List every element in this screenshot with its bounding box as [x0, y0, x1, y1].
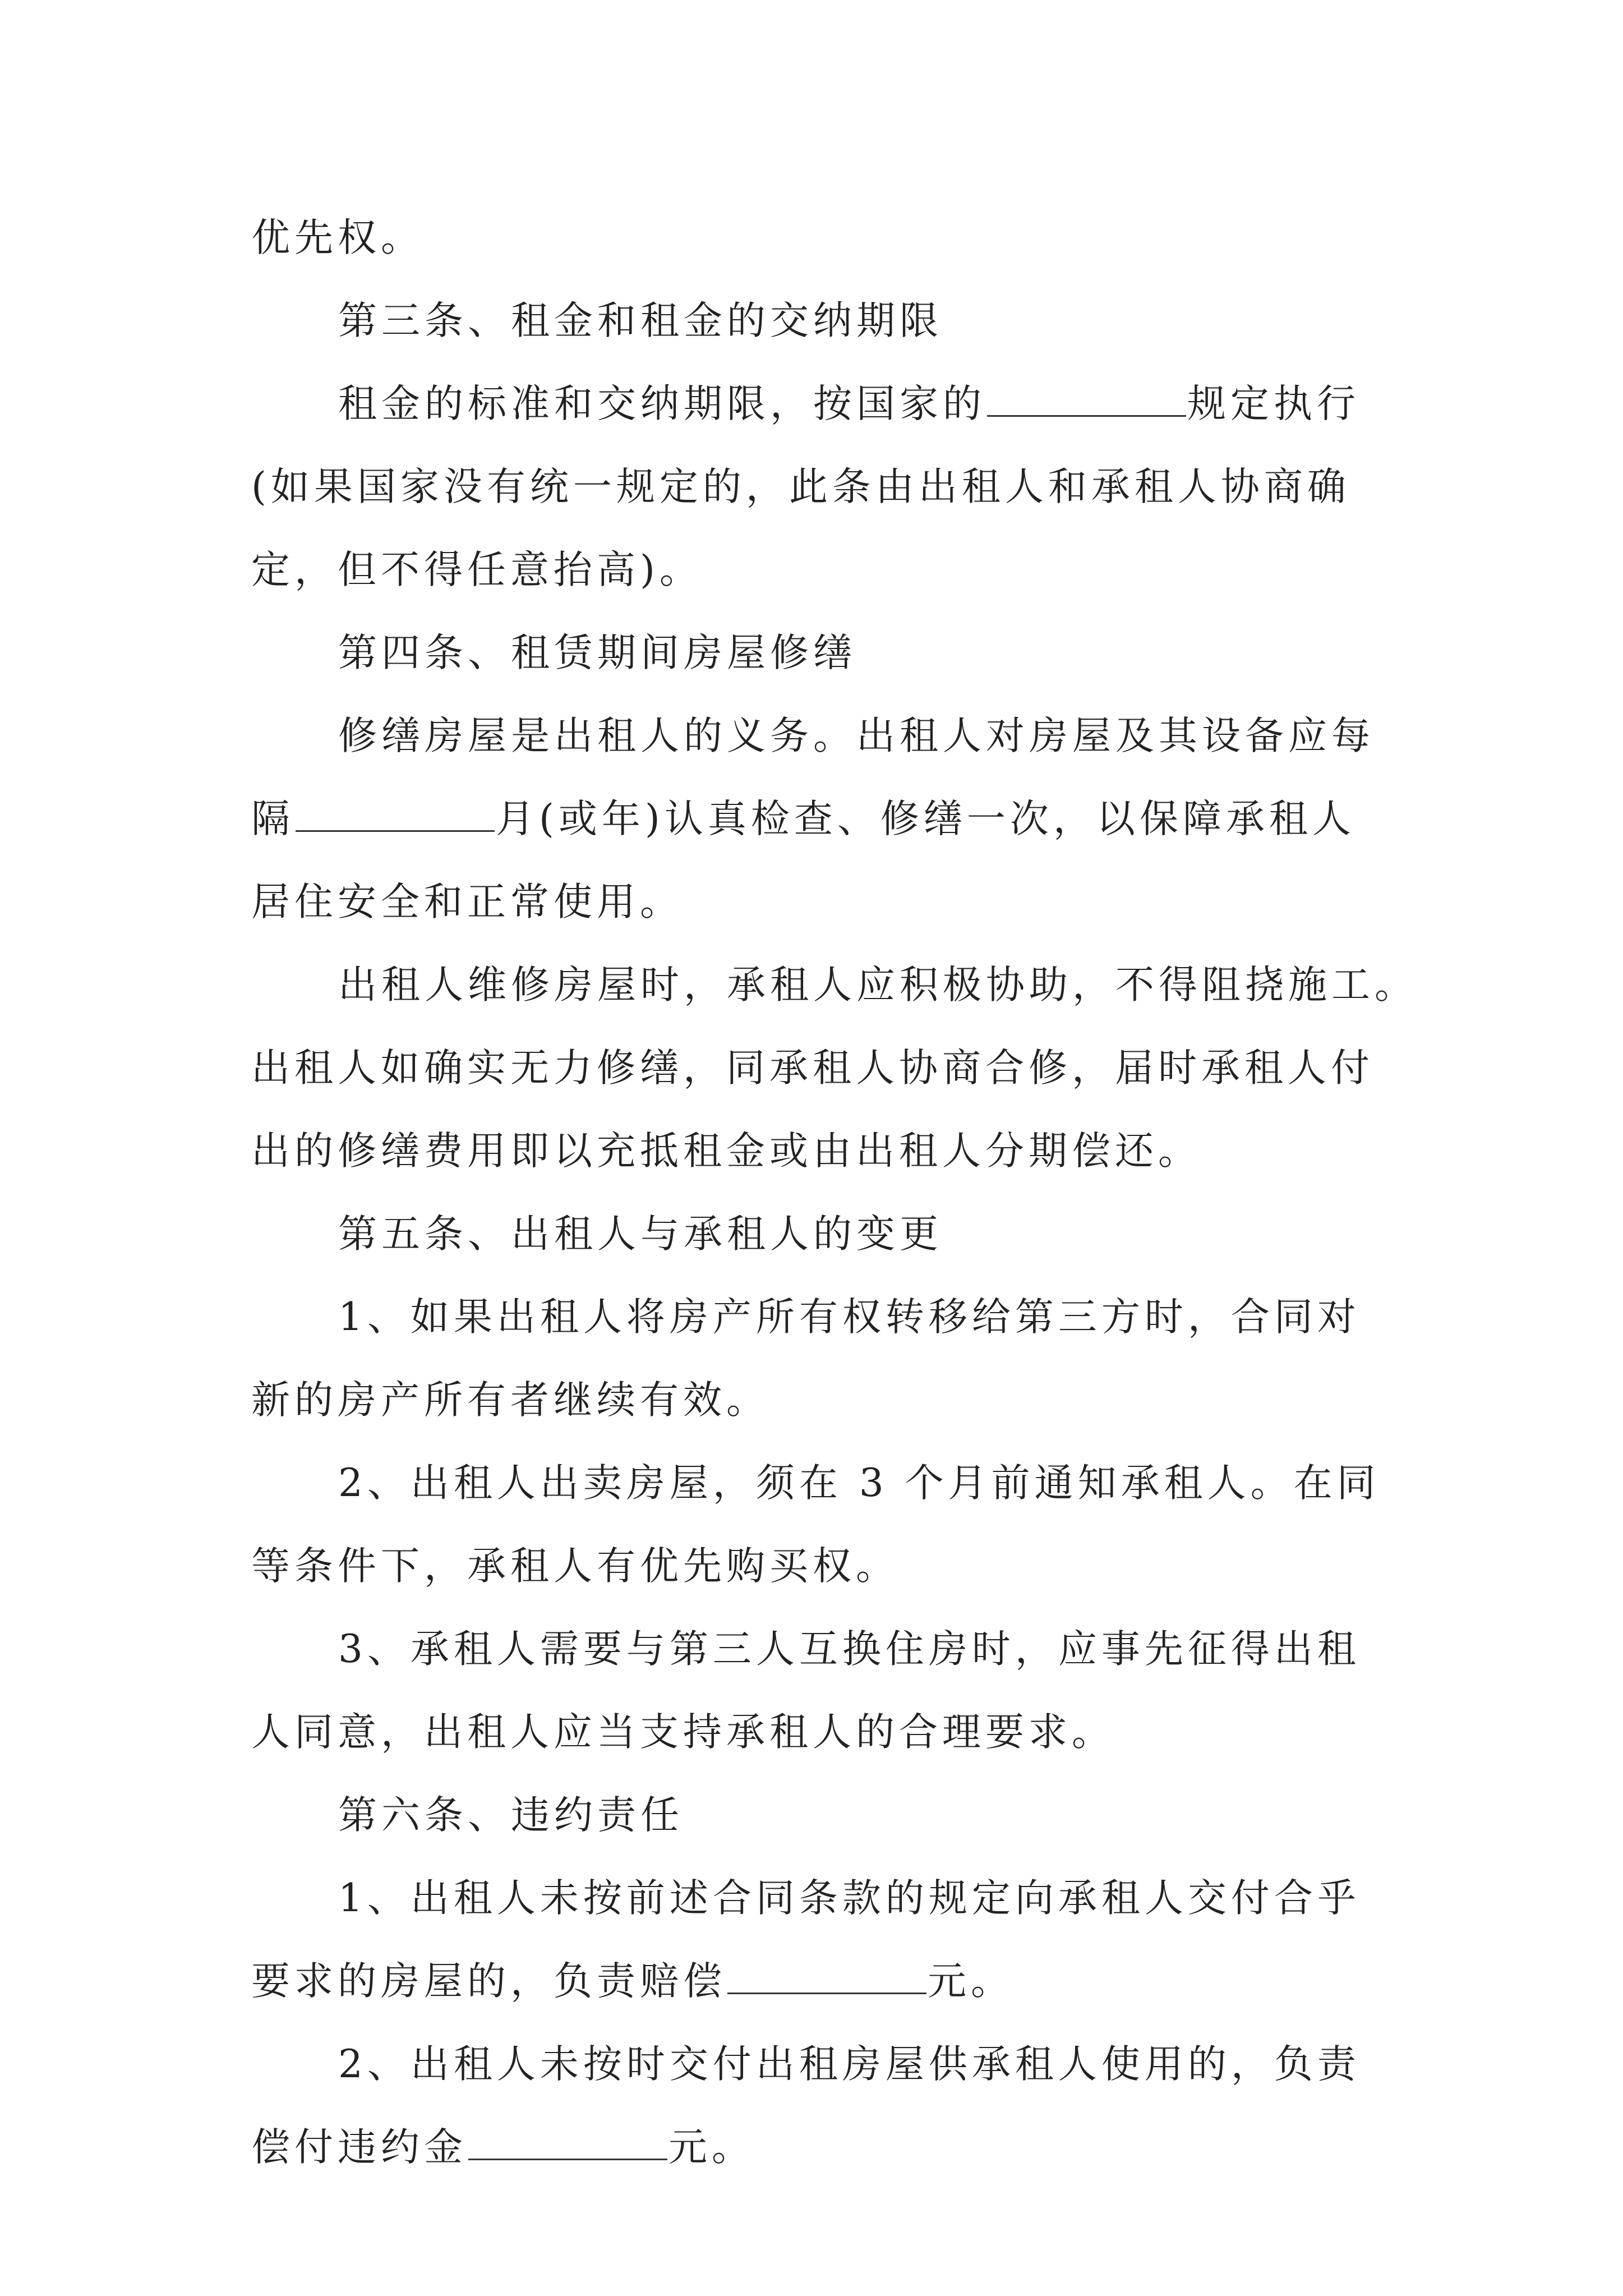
text-segment: 元。	[928, 1959, 1014, 2004]
text-line: 等条件下，承租人有优先购买权。	[251, 1544, 899, 1589]
text-line: 新的房产所有者继续有效。	[251, 1378, 769, 1423]
text-line: 人同意，出租人应当支持承租人的合理要求。	[251, 1710, 1115, 1755]
text-line: 2、出租人出卖房屋，须在 3 个月前通知承租人。在同	[338, 1461, 1380, 1506]
text-line-with-blank	[251, 1940, 1378, 2023]
text-segment: 月(或年)认真检查、修缮一次，以保障承租人	[496, 797, 1355, 841]
fill-in-blank	[727, 1958, 926, 1994]
text-segment: 规定执行	[1187, 381, 1360, 426]
fill-in-blank	[296, 795, 495, 832]
text-segment: 元。	[668, 2125, 755, 2170]
document-body	[251, 196, 1418, 2189]
text-segment: 要求的房屋的，负责赔偿	[251, 1959, 726, 2004]
text-line: 出的修缮费用即以充抵租金或由出租人分期偿还。	[251, 1129, 1201, 1174]
text-line: 出租人如确实无力修缮，同承租人协商合修，届时承租人付	[251, 1046, 1374, 1091]
text-line: 出租人维修房屋时，承租人应积极协助，不得阻挠施工。	[338, 963, 1418, 1007]
section-heading-3: 第三条、租金和租金的交纳期限	[338, 298, 943, 343]
text-line: 修缮房屋是出租人的义务。出租人对房屋及其设备应每	[338, 714, 1375, 758]
text-segment: 隔	[251, 797, 294, 841]
text-line: (如果国家没有统一规定的，此条由出租人和承租人协商确	[251, 464, 1350, 509]
text-line-with-blank	[251, 2106, 1378, 2189]
section-heading-6: 第六条、违约责任	[338, 1793, 684, 1838]
text-line: 1、如果出租人将房产所有权转移给第三方时，合同对	[338, 1295, 1361, 1340]
section-heading-5: 第五条、出租人与承租人的变更	[338, 1212, 943, 1257]
text-line-with-blank	[251, 362, 1378, 445]
fill-in-blank	[987, 380, 1186, 417]
text-segment: 偿付违约金	[251, 2125, 467, 2170]
text-line: 3、承租人需要与第三人互换住房时，应事先征得出租	[338, 1627, 1361, 1672]
text-line: 2、出租人未按时交付出租房屋供承租人使用的，负责	[338, 2042, 1361, 2087]
text-line: 1、出租人未按前述合同条款的规定向承租人交付合乎	[338, 1876, 1361, 1921]
section-heading-4: 第四条、租赁期间房屋修缮	[338, 631, 856, 675]
text-line: 优先权。	[251, 215, 424, 260]
text-line: 居住安全和正常使用。	[251, 880, 683, 924]
text-line-with-blank	[251, 777, 1378, 861]
fill-in-blank	[468, 2124, 667, 2160]
text-line: 定，但不得任意抬高)。	[251, 547, 703, 592]
text-segment: 租金的标准和交纳期限，按国家的	[338, 381, 986, 426]
